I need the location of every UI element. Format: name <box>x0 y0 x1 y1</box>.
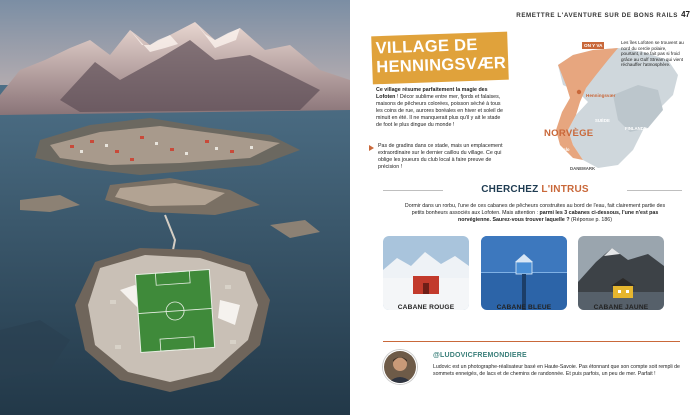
photographer-handle: @LUDOVICFREMONDIERE <box>433 352 527 359</box>
cabin-label-blue: CABANE BLEUE <box>496 304 552 311</box>
intro-paragraph <box>376 87 504 128</box>
quiz-text <box>400 203 670 224</box>
quiz-title <box>440 184 630 195</box>
divider-left <box>383 190 443 191</box>
photographer-avatar <box>383 350 417 384</box>
map-label-finland: FINLANDE <box>625 126 647 131</box>
intro-bold-lead: Ce village résume parfaitement la magie des Lofoten <box>376 87 488 100</box>
page-number: 47 <box>681 10 690 19</box>
running-head: REMETTRE L'AVENTURE SUR DE BONS RAILS <box>516 12 678 19</box>
stadium-note: Pas de gradins dans ce stade, mais un emplacement extraordinaire sur le dernier caillou du village. Ce qui oblige les joueurs du club local à faire preuve de précision ! <box>378 143 503 170</box>
quiz-title-part-2: L'INTRUS <box>541 184 589 195</box>
title-line-2: HENNINGSVÆR <box>376 53 507 77</box>
triangle-bullet-icon <box>369 145 374 151</box>
photographer-divider <box>383 341 680 342</box>
photographer-bio: Ludovic est un photographe-réalisateur basé en Haute-Savoie. Pas étonnant que son compte soit rempli de sommets enneigés, de lacs et de chemins de randonnée. Et puis parfois, un peu de mer. Parfait ! <box>433 364 680 377</box>
quiz-title-part-1: CHERCHEZ <box>481 184 539 195</box>
map-place-label: Henningsvær <box>586 93 616 98</box>
cabin-card-blue <box>481 236 567 310</box>
cabin-card-red <box>383 236 469 310</box>
map-label-oslo: Oslo <box>560 147 570 152</box>
map-tag: ON Y VA <box>584 43 603 48</box>
map-country-label: NORVÈGE <box>544 128 594 139</box>
quiz-answer-ref: (Réponse p. 186) <box>571 217 612 223</box>
cabin-label-red: CABANE ROUGE <box>397 304 455 311</box>
cabin-label-yellow: CABANE JAUNE <box>593 304 649 311</box>
intro-text: ! Décor sublime entre mer, fjords et falaises, maisons de pêcheurs colorées, poisson séché à tous les coins de rue, aurores boréales en hiver et soleil de minuit en été. Il ne manquerait plus qu'il y ait le stade de foot le plus dingue du monde ! <box>376 93 503 128</box>
cabin-card-yellow <box>578 236 664 310</box>
divider-right <box>627 190 682 191</box>
article-page <box>350 0 700 415</box>
map-label-denmark: DANEMARK <box>570 166 596 171</box>
map-info: Les îles Lofoten se trouvent au nord du cercle polaire, pourtant, il ne fait pas si froid grâce au Gulf Stream qui vient réchauffer l'atmosphère. <box>621 40 684 68</box>
quiz-question: parmi les 3 cabanes ci-dessous, l'une n'est pas norvégienne. Saurez-vous trouver laquelle ? <box>458 210 659 223</box>
title-line-1: VILLAGE DE <box>375 35 478 58</box>
page-title <box>375 35 516 78</box>
map-label-sweden: SUÈDE <box>595 118 610 123</box>
quiz-intro: Dormir dans un rorbu, l'une de ces cabanes de pêcheurs construites au bord de l'eau, fait clairement partie des petits bonheurs associés aux Lofoten. Mais attention : <box>404 203 666 216</box>
